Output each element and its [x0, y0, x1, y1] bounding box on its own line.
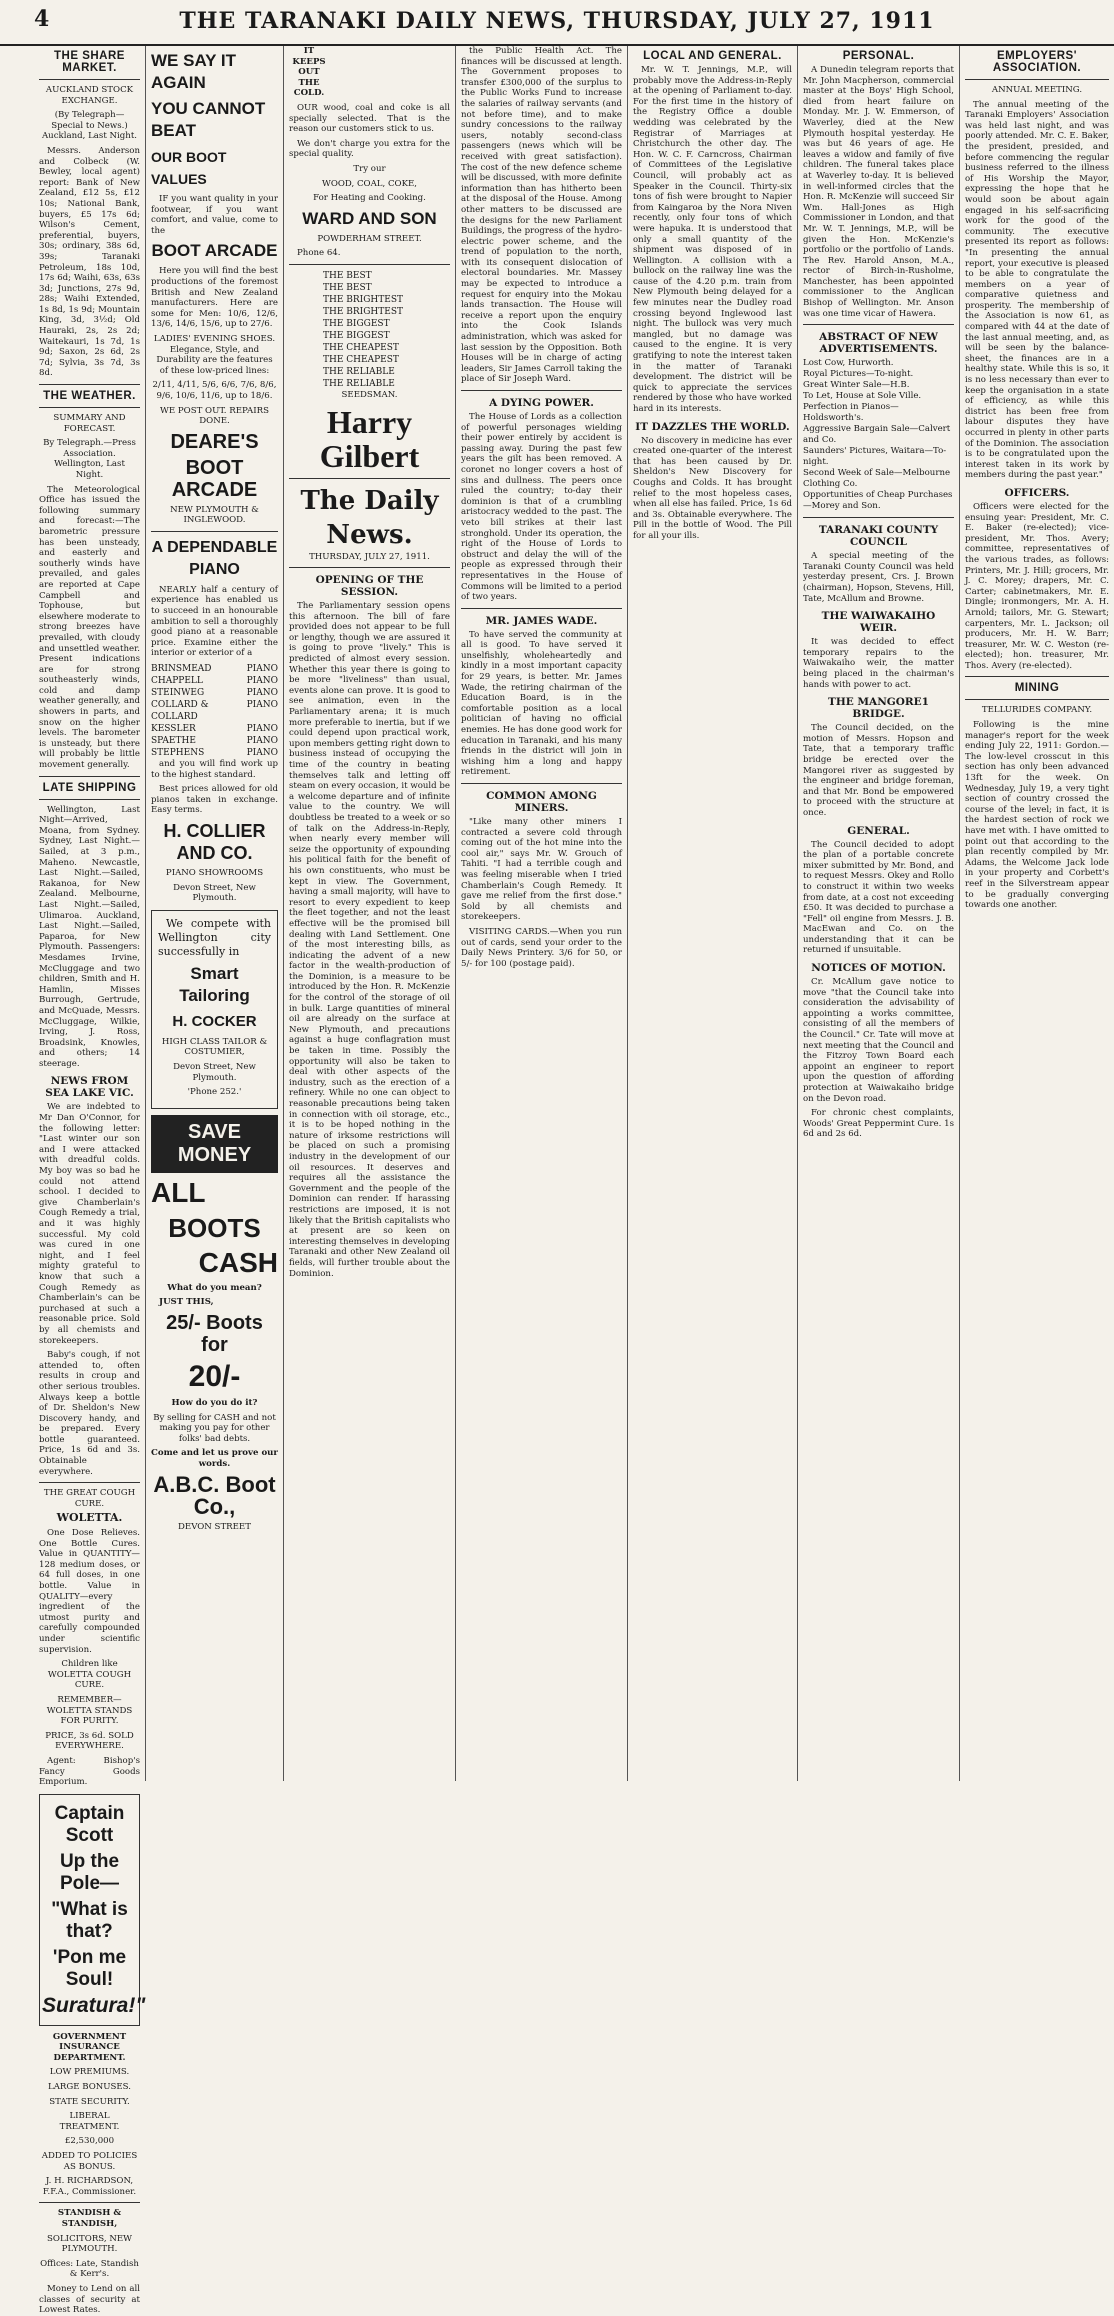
local-general-body: Mr. W. T. Jennings, M.P., will probably move the Address-in-Reply at the opening of Parliament to-day. For the first time in the history of the Registry Office a double wedding was celebrated by the Registrar of Marriages at Christchurch the other day. The Hon. W. C. F. Carncross, Chairman of Committees of the Legislative Council, will probably act as Speaker in the Council. Thirty-six tons of fish were brought to Napier from Kaingaroa by the Nora Niven recently, only four tons of which were hapuka. It is understood that only a small quantity of the shipment was disposed of in Wellington. A collision with a bullock on the railway line was the cause of the 4.20 p.m. train from New Plymouth being delayed for a few minutes near the Dudley road crossing beyond Inglewood last night. The bullock was very much mangled, but no damage was caused to the engine. It is very gratifying to note the interest taken in the matter of Taranaki development. The district will be quick to appreciate the services rendered by those who have worked hard in its interests.	[633, 65, 792, 414]
local-general-title: LOCAL AND GENERAL.	[643, 50, 782, 62]
personal-body: A Dunedin telegram reports that Mr. John Macpherson, commercial master at the Boys' High School, died from heart failure on Monday. Mr. J. W. Emmerson, of Waverley, died at the New Plymouth hospital yesterday. He was but 46 years of age. He leaves a widow and family of five children. The funeral takes place at Waverley to-day. It is believed in well-informed circles that the Hon. R. McKenzie will succeed Sir Wm. Hall-Jones as High Commissioner in London, and that Mr. W. T. Jennings, M.P., will be given the Hon. McKenzie's portfolio or the portfolio of Lands. The Rev. Harold Anson, M.A., rector of Birch-in-Rusholme, Manchester, has been appointed commissioner to the Anglican Bishop of Wellington. Mr. Anson was one time vicar of Hawera.	[803, 65, 954, 319]
cocker-body: We compete with Wellington city successfully in	[158, 916, 271, 958]
piano-kind: PIANO	[246, 688, 278, 699]
piano-body-2: and you will find work up to the highest standard.	[151, 759, 278, 780]
chronic-ad: For chronic chest complaints, Woods' Great Peppermint Cure. 1s 6d and 2s 6d.	[803, 1108, 954, 1140]
miners-title: COMMON AMONG MINERS.	[486, 790, 597, 814]
masthead	[0, 0, 1114, 46]
abstract-item: Second Week of Sale—Melbourne Clothing Co.	[803, 468, 951, 490]
cough-cure-title: THE GREAT COUGH CURE.	[43, 1488, 136, 1509]
notices-title: NOTICES OF MOTION.	[811, 962, 946, 975]
gov-line-4: LIBERAL TREATMENT.	[59, 2111, 120, 2132]
collier-location: Devon Street, New Plymouth.	[173, 882, 256, 904]
suratura-line-3: "What is that?	[51, 1898, 128, 1942]
gov-insurance-title: GOVERNMENT INSURANCE DEPARTMENT.	[52, 2031, 127, 2063]
ward-street: POWDERHAM STREET.	[317, 233, 422, 244]
paper-date: THURSDAY, JULY 27, 1911.	[309, 551, 430, 562]
council-body: A special meeting of the Taranaki County Council was held yesterday present, Crs. J. Brown (chairman), Hopson, Stevens, Hill, Tate, McAllum and Browne.	[803, 551, 954, 604]
mining-title: MINING	[1014, 682, 1060, 695]
piano-kind: PIANO	[246, 676, 278, 687]
coke-items: WOOD, COAL, COKE,	[321, 178, 417, 189]
sea-lake-body: We are indebted to Mr Dan O'Connor, for the following letter: "Last winter our son and I were attacked with dreadful colds. My boy was so bad he could not attend school. I decided to give Chamberlain's Cough Remedy a trial, and it was highly successful. My cold was cured in one night, and I feel mighty grateful to know that such a Cough Remedy as Chamberlain's can be purchased at such a reasonable price. Sold by all chemists and storekeepers.	[39, 1102, 140, 1346]
piano-list-item	[151, 663, 278, 675]
officers-body: Officers were elected for the ensuing year: President, Mr. C. E. Baker (re-elected); vice-president, Mr. Thos. Avery; committee, representatives of the various trades, as follows: Printers, Mr. J. Hill; grocers, Mr. J. C. Morey; drapers, Mr. C. Carter; cabinetmakers, Mr. E. Dingle; ironmongers, Mr. A. H. Arnold; tailors, Mr. G. Stewart; carpenters, Mr. L. Jackson; oil producers, Mr. H. W. Barr; treasurer, Mr. W. C. Weston (re-elected); hon. treasurer, Mr. Thos. Avery (re-elected).	[965, 501, 1109, 671]
seed-list-item: THE BRIGHTEST	[323, 294, 404, 305]
column-2	[146, 46, 284, 1781]
weir-body: It was decided to effect temporary repairs to the Waiwakaiho weir, the matter being placed in the chairman's hands with power to act.	[803, 637, 954, 690]
column-7	[960, 46, 1114, 1781]
save-offer: 25/- Boots for	[166, 1311, 263, 1356]
save-boots: BOOTS	[168, 1212, 261, 1243]
piano-brand: KESSLER	[151, 724, 196, 735]
cocker-sub: HIGH CLASS TAILOR & COSTUMIER,	[161, 1036, 268, 1058]
employers-body: The annual meeting of the Taranaki Employers' Association was held last night, and was poorly attended. Mr. C. E. Baker, the president, presided, and before commencing the regular business referred to the illness of His Worship the Mayor, expressing the hope that he would soon be about again engaged in his self-sacrificing work for the good of the community. The executive presented its report as follows: "In presenting the annual report, your executive is pleased to be able to congratulate the members on a year of comparative quietness and prosperity. The membership of the Association is now 61, as compared with 44 at the date of the last annual meeting, and, as will be seen by the balance-sheet, the finances are in a healthy state. While this is so, it is no less necessary than ever to keep the organisation in a state of efficiency, as while this district has been free from labour disputes they have occurred in plenty in other parts of the Dominion. The association is to be congratulated upon the interest taken in its work by members during the past year."	[965, 99, 1109, 481]
save-how: How do you do it?	[171, 1397, 258, 1408]
gov-line-6: ADDED TO POLICIES AS BONUS.	[41, 2151, 138, 2172]
coke-try: Try our	[353, 163, 386, 174]
save-question: What do you mean?	[167, 1282, 262, 1293]
cough-cure-brand: WOLETTA.	[56, 1511, 123, 1525]
piano-brand: BRINSMEAD	[151, 664, 212, 675]
deares-name: DEARE'S	[170, 430, 259, 453]
page-columns	[34, 46, 1114, 2316]
mining-subtitle: TELLURIDES COMPANY.	[981, 705, 1093, 716]
page-number: 4	[34, 6, 50, 32]
cocker-big: Smart Tailoring	[179, 963, 250, 1005]
cough-cure-body: One Dose Relieves. One Bottle Cures. Value in QUANTITY—128 medium doses, or 64 full doses, in one bottle. Value in QUALITY—every ingredient of the utmost purity and carefully compounded under scientific supervision.	[39, 1528, 140, 1655]
cocker-address: Devon Street, New Plymouth.	[173, 1061, 256, 1083]
abstract-item: Opportunities of Cheap Purchases—Morey and Son.	[803, 490, 953, 512]
baby-cough-body: Baby's cough, if not attended to, often results in croup and other serious troubles. Always keep a bottle of Dr. Sheldon's New Discovery handy, and be prepared. Every bottle guaranteed. Price, 1s 6d and 3s. Obtainable everywhere.	[39, 1350, 140, 1477]
annual-meeting-title: ANNUAL MEETING.	[991, 85, 1083, 95]
suratura-line-2: Up the Pole—	[59, 1850, 120, 1894]
ward-phone: Phone 64.	[297, 248, 341, 259]
abstract-title: ABSTRACT OF NEW ADVERTISEMENTS.	[819, 331, 938, 356]
miners-body: "Like many other miners I contracted a severe cold through coming out of the hot mine into the cool air," says Mr. W. Grouch of Tahiti. "I had a terrible cough and was feeling miserable when I tried Chamberlain's Cough Remedy. It gave me relief from the first dose." Sold by all chemists and storekeepers.	[461, 817, 622, 923]
newspaper-title: THE TARANAKI DAILY NEWS, THURSDAY, JULY 27, 1911	[179, 8, 935, 34]
piano-list	[151, 663, 278, 759]
abc-location: DEVON STREET	[178, 1521, 251, 1532]
piano-list-item	[151, 687, 278, 699]
wade-title: MR. JAMES WADE.	[485, 614, 598, 627]
suratura-line-4: 'Pon me Soul!	[52, 1946, 127, 1990]
gov-line-1: LOW PREMIUMS.	[49, 2067, 130, 2078]
notices-body: Cr. McAllum gave notice to move "that the Council take into consideration the advisability of appointing a works committee, consisting of all the members of the Council." Cr. Tate will move at next meeting that the Council and the Fitzroy Town Board each appoint an engineer to report upon the question of affording protection at Waiwakaiho bridge on the Devon road.	[803, 977, 954, 1104]
boot-ad-ladies: LADIES' EVENING SHOES. Elegance, Style, and Durability are the features of these low-priced lines:	[153, 333, 276, 376]
piano-body: NEARLY half a century of experience has enabled us to succeed in an honourable ambition to sell a thoroughly good piano at a reasonable price. Examine either the interior or exterior of a	[151, 584, 278, 659]
piano-list-item	[151, 747, 278, 759]
cough-cure-children: Children like WOLETTA COUGH CURE.	[47, 1659, 132, 1691]
piano-kind: PIANO	[246, 736, 278, 747]
piano-kind: PIANO	[246, 724, 278, 735]
coke-head: IT KEEPS OUT THE COLD.	[292, 46, 326, 99]
standish-sub: SOLICITORS, NEW PLYMOUTH.	[47, 2233, 132, 2255]
piano-brand: SPAETHE	[151, 736, 196, 747]
boot-ad-line-3: OUR BOOT VALUES	[151, 149, 227, 187]
cough-cure-agent: Agent: Bishop's Fancy Goods Emporium.	[39, 1755, 140, 1788]
boot-ad-body: IF you want quality in your footwear, if you want comfort, and value, come to the	[151, 194, 278, 236]
column-4	[456, 46, 628, 1781]
seed-list-item: THE CHEAPEST	[323, 342, 399, 353]
wade-body: To have served the community at all is good. To have served it unselfishly, wholeheartedly and kindly in a most important capacity for 29 years, is better. Mr. James Wade, the retiring chairman of the Education Board, is in the comfortable position as a local politician of having no official enemies. He has done good work for education in Taranaki, and his many friends in the district will join in wishing him a long and happy retirement.	[461, 629, 622, 778]
piano-list-item	[151, 699, 278, 723]
dazzles-body: No discovery in medicine has ever created one-quarter of the interest that has been caused by Dr. Sheldon's New Discovery for Coughs and Colds. It has brought relief to the most hopeless cases, when all else has failed. Price, 1s 6d and 3s. Obtainable everywhere. The Pill in the bottle of Wood. The Pill for all your ills.	[633, 435, 792, 541]
paper-name: The Daily News.	[300, 485, 439, 550]
cocker-phone: 'Phone 252.'	[187, 1087, 242, 1098]
cough-cure-remember: REMEMBER—WOLETTA STANDS FOR PURITY.	[46, 1694, 133, 1727]
gilbert-name: Harry Gilbert	[319, 403, 420, 474]
boot-ad-prices: 2/11, 4/11, 5/6, 6/6, 7/6, 8/6, 9/6, 10/6, 11/6, up to 18/6.	[152, 380, 277, 401]
shipping-body: Wellington, Last Night—Arrived, Moana, from Sydney. Sydney, Last Night.—Sailed, at 3 p.m., Maheno. Newcastle, Last Night.—Sailed, Rakanoa, for New Zealand. Melbourne, Last Night.—Sailed, Ulimaroa. Auckland, Last Night.—Sailed, Paparoa, for New Plymouth. Passengers: Mesdames Irvine, McCluggage and two children, Smith and H. Hamlin, Misses Burrough, Gertrude, and McQuade, Messrs. McCluggage, Wilkie, Irving, J. Ross, Broadsink, Knowles, and others; 14 steerage.	[39, 804, 140, 1069]
abstract-item: Aggressive Bargain Sale—Calvert and Co.	[803, 424, 951, 446]
save-by: By selling for CASH and not making you pay for other folks' bad debts.	[153, 1412, 276, 1444]
gov-line-7: J. H. RICHARDSON, F.F.A., Commissioner.	[42, 2176, 137, 2197]
dazzles-title: IT DAZZLES THE WORLD.	[635, 420, 790, 433]
gov-line-3: STATE SECURITY.	[49, 2096, 130, 2107]
save-cash: CASH	[198, 1246, 278, 1278]
abstract-item: Lost Cow, Hurworth.	[803, 358, 894, 369]
abstract-item: To Let, House at Sole Ville.	[803, 391, 922, 402]
abstract-item: Royal Pictures—To-night.	[803, 369, 914, 380]
share-market-title: THE SHARE MARKET.	[54, 50, 125, 74]
column-5	[628, 46, 798, 1781]
piano-body-3: Best prices allowed for old pianos taken in exchange. Easy terms.	[151, 784, 278, 816]
piano-kind: PIANO	[246, 700, 278, 711]
abstract-item: Perfection in Pianos—Holdsworth's.	[803, 402, 899, 424]
seed-list-item: THE BRIGHTEST	[323, 306, 404, 317]
seed-list-item: THE CHEAPEST	[323, 354, 399, 365]
column-1	[34, 46, 146, 2316]
save-come: Come and let us prove our words.	[151, 1448, 278, 1469]
dying-power-title: A DYING POWER.	[489, 397, 594, 409]
sea-lake-title: NEWS FROM SEA LAKE VIC.	[45, 1075, 134, 1100]
boot-ad-line-1: WE SAY IT AGAIN	[151, 51, 237, 92]
suratura-line-5: Suratura!"	[42, 1993, 146, 2017]
share-market-subtitle: AUCKLAND STOCK EXCHANGE.	[45, 85, 134, 106]
piano-brand: STEPHENS	[151, 748, 205, 759]
share-market-body: Messrs. Anderson and Colbeck (W. Bewley, local agent) report: Bank of New Zealand, £12 5s, £12 10s; National Bank, buyers, £5 17s 6d; Wilson's Cement, preferential, buyers, 30s; ordinary, 38s 6d, 39s; Taranaki Petroleum, 18s 10d, 17s 6d; Waihi, 63s, 63s 3d; Junctions, 27s 9d, 28s; Waihi Extended, 1s 8d, 1s 9d; Mountain King, 3d, 3½d; Old Hauraki, 2s, 2s 2d; Waitekauri, 1s 7d, 1s 9d; Saxon, 2s 6d, 2s 7d; Sylvia, 3s 7d, 3s 8d.	[39, 145, 140, 379]
general-body: The Council decided to adopt the plan of a portable concrete mixer submitted by Mr. Bond, and to request Messrs. Okey and Rollo to construct it within two weeks from date, at a cost not exceeding £50. It was decided to purchase a "Fell" oil engine from Messrs. J. B. MacEwan and Co. on the understanding that it can be returned if unsuitable.	[803, 839, 954, 956]
mining-body: Following is the mine manager's report for the week ending July 22, 1911: Gordon.—The low-level crosscut in this section has only been advanced 13ft for the week. On Wednesday, July 19, a very tight section of country crossed the course of the level; in fact, it is the hardest section of rock we have met with. I have omitted to point out that according to the plan recently compiled by Mr. Adams, the Welcome Jack lode in your property and Corbett's reef in the Silverstream appear to be gradually converging towards one another.	[965, 720, 1109, 911]
deares-location: NEW PLYMOUTH & INGLEWOOD.	[170, 504, 259, 526]
suratura-line-1: Captain Scott	[54, 1802, 125, 1846]
bridge-body: The Council decided, on the motion of Messrs. Hopson and Tate, that a temporary traffic bridge be erected over the Mangorei river as suggested by the engineer and bridge foreman, and that Mr. Bond be empowered to proceed with the structure at once.	[803, 723, 954, 818]
weir-title: THE WAIWAKAIHO WEIR.	[821, 610, 936, 635]
session-body: The Parliamentary session opens this afternoon. The bill of fare provided does not appear to be full or lengthy, though we are assured it is going to prove "lively." This is predicted of almost every session. Whether this year there is going to be more "liveliness" than usual, events alone can prove. It is good to see animation, even in the Parliamentary arena; it is much more preferable to inertia, but if we could depend upon practical work, upon members getting right down to business instead of occupying the time of the country in beating themselves talk and letting off steam on every occasion, it would be a welcome departure and of infinite value to the country. We will doubtless be treated to a week or so of talk on the Address-in-Reply, when nearly every member will seize the opportunity of expounding his political faith for the benefit of his own constituents, who must be kept in view. The Government, having a small majority, will have to resort to every expedient to keep the fleet together, and not the least effective will be the promised bill dealing with Land Settlement. One of the most interesting bills, as indicating the advent of a new factor in the wealth-production of the Dominion, is a measure to be introduced by the Hon. R. McKenzie for the control of the storage of oil in bulk. Large quantities of mineral oil are already on the surface at New Plymouth, and precautions against a huge conflagration must be taken in time. Possibly the opportunity will also be taken to deal with other aspects of the industry, such as the erection of a refinery. While no one can object to reasonable precautions being taken in connection with oil storage, etc., it is to be hoped nothing in the nature of irksome restrictions will be placed on such a promising industry in the development of our oil resources. It deserves and requires all the assistance the Government and the people of the Dominion can render. If harassing restrictions are imposed, it is not likely that the British capitalists who at present are so keen on interesting themselves in developing Taranaki and other New Zealand oil fields, will further trouble about the Dominion.	[289, 601, 450, 1279]
personal-title: PERSONAL.	[842, 50, 915, 62]
piano-list-item	[151, 735, 278, 747]
general-title: GENERAL.	[847, 824, 910, 837]
save-price: 20/-	[188, 1359, 241, 1393]
abc-name: A.B.C. Boot Co.,	[153, 1471, 276, 1519]
piano-brand: CHAPPELL	[151, 676, 203, 687]
abstract-item: Great Winter Sale—H.B.	[803, 380, 910, 391]
share-market-byline: (By Telegraph—Special to News.) Auckland, Last Night.	[41, 110, 138, 142]
gov-line-2: LARGE BONUSES.	[47, 2082, 131, 2093]
ward-name: WARD AND SON	[302, 208, 437, 228]
weather-byline: By Telegraph.—Press Association. Wellington, Last Night.	[43, 438, 136, 480]
coke-for: For Heating and Cooking.	[313, 193, 426, 204]
col4-body-1: the Public Health Act. The finances will be discussed at length. The Government proposes to transfer £300,000 of the surplus to the Public Works Fund to increase the salaries of railway servants (and not before time), and to make sundry concessions to the railway users, notably second-class passengers (news which will be received with great satisfaction). The cost of the new defence scheme will be discussed, with more definite information than has hitherto been at the disposal of the House. Among other matters to be discussed are the designs for the new Parliament Buildings, the progress of the hydro-electric power scheme, and the trend of population to the north, with its consequent dislocation of electoral boundaries. Mr. Massey may be expected to introduce a request for enquiry into the Mokau lands transaction. The House will receive a report upon the enquiry into the Cook Islands administration, which was asked for last session by the Opposition. Both Houses will be in charge of acting leaders, Sir James Carroll taking the place of Sir Joseph Ward.	[461, 46, 622, 385]
cocker-ad	[151, 910, 278, 1109]
piano-list-item	[151, 675, 278, 687]
officers-title: OFFICERS.	[1004, 486, 1070, 499]
boot-arcade-name: BOOT ARCADE	[151, 241, 278, 261]
collier-sub: PIANO SHOWROOMS	[165, 868, 264, 878]
seed-label: SEEDSMAN.	[341, 389, 398, 400]
weather-subtitle: SUMMARY AND FORECAST.	[53, 413, 126, 434]
cocker-name: H. COCKER	[172, 1012, 257, 1030]
standish-money: Money to Lend on all classes of security at Lowest Rates.	[39, 2283, 140, 2316]
suratura-ad	[39, 1794, 146, 2026]
weather-title: THE WEATHER.	[43, 390, 136, 403]
seed-list-item: THE BIGGEST	[323, 318, 390, 329]
visiting-cards: VISITING CARDS.—When you run out of cards, send your order to the Daily News Printery. 3/6 for 50, or 5/- for 100 (postage paid).	[461, 926, 622, 969]
collier-name: H. COLLIER AND CO.	[163, 821, 266, 863]
save-money-banner: SAVE MONEY	[151, 1115, 278, 1173]
shipping-title: LATE SHIPPING	[42, 781, 137, 794]
column-6	[798, 46, 960, 1781]
deares-arcade: BOOT ARCADE	[171, 456, 258, 501]
bridge-title: THE MANGORE1 BRIDGE.	[828, 696, 929, 721]
seed-list-item: THE RELIABLE	[323, 366, 395, 377]
standish-offices: Offices: Late, Standish & Kerr's.	[40, 2258, 139, 2280]
seed-list-item: THE BEST	[323, 270, 372, 281]
boot-ad-line-2: YOU CANNOT BEAT	[151, 99, 266, 140]
session-title: OPENING OF THE SESSION.	[315, 574, 424, 599]
piano-brand: STEINWEG	[151, 688, 205, 699]
abstract-list	[803, 358, 954, 512]
seed-list-item: THE BEST	[323, 282, 372, 293]
save-just: JUST THIS,	[159, 1297, 214, 1308]
seed-list	[289, 270, 450, 390]
save-all: ALL	[151, 1176, 206, 1208]
column-3	[284, 46, 456, 1781]
weather-body: The Meteorological Office has issued the following summary and forecast:—The barometric pressure has been unsteady, and easterly and southerly winds have prevailed, and gales are reported at Cape Campbell and Tophouse, but elsewhere moderate to strong breezes have prevailed, with cloudy and unsettled weather. Present indications are for strong southeasterly winds, cold and damp weather generally, and showers in parts, and snow on the higher levels. The barometer is unsteady, but there will probably be little movement generally.	[39, 484, 140, 771]
piano-brand: COLLARD & COLLARD	[151, 700, 209, 723]
piano-kind: PIANO	[246, 664, 278, 675]
piano-kind: PIANO	[246, 748, 278, 759]
coke-body-2: We don't charge you extra for the special quality.	[289, 138, 450, 160]
dying-power-body: The House of Lords as a collection of powerful personages wielding their power entirely by accident is passing away. During the past few years the gilt has been removed. A coronet no longer covers a host of sins and dullness. The peers once ruled the country; to-day their dominion is that of a crumbling aristocracy wedded to the past. The veto bill strikes at their last stronghold. Under its operation, the right of the House of Lords to obstruct and delay the will of the people as expressed through their representatives in the House of Commons will be limited to a period of two years.	[461, 412, 622, 603]
piano-title: A DEPENDABLE PIANO	[151, 538, 278, 578]
standish-title: STANDISH & STANDISH,	[57, 2208, 122, 2229]
abstract-item: Saunders' Pictures, Waitara—To-night.	[803, 446, 947, 468]
piano-list-item	[151, 723, 278, 735]
seed-list-item: THE RELIABLE	[323, 378, 395, 389]
coke-body: OUR wood, coal and coke is all specially selected. That is the reason our customers stick to us.	[289, 102, 450, 135]
council-title: TARANAKI COUNTY COUNCIL	[818, 524, 939, 549]
boot-ad-post: WE POST OUT. REPAIRS DONE.	[160, 405, 269, 427]
seed-list-item: THE BIGGEST	[323, 330, 390, 341]
boot-ad-body-2: Here you will find the best productions of the foremost British and New Zealand manufacturers. Here are some for Men: 10/6, 12/6, 13/6, 14/6, 15/6, up to 27/6.	[151, 266, 278, 330]
cough-cure-price: PRICE, 3s 6d. SOLD EVERYWHERE.	[45, 1730, 134, 1752]
employers-title: EMPLOYERS' ASSOCIATION.	[992, 50, 1082, 74]
gov-line-5: £2,530,000	[64, 2136, 115, 2147]
